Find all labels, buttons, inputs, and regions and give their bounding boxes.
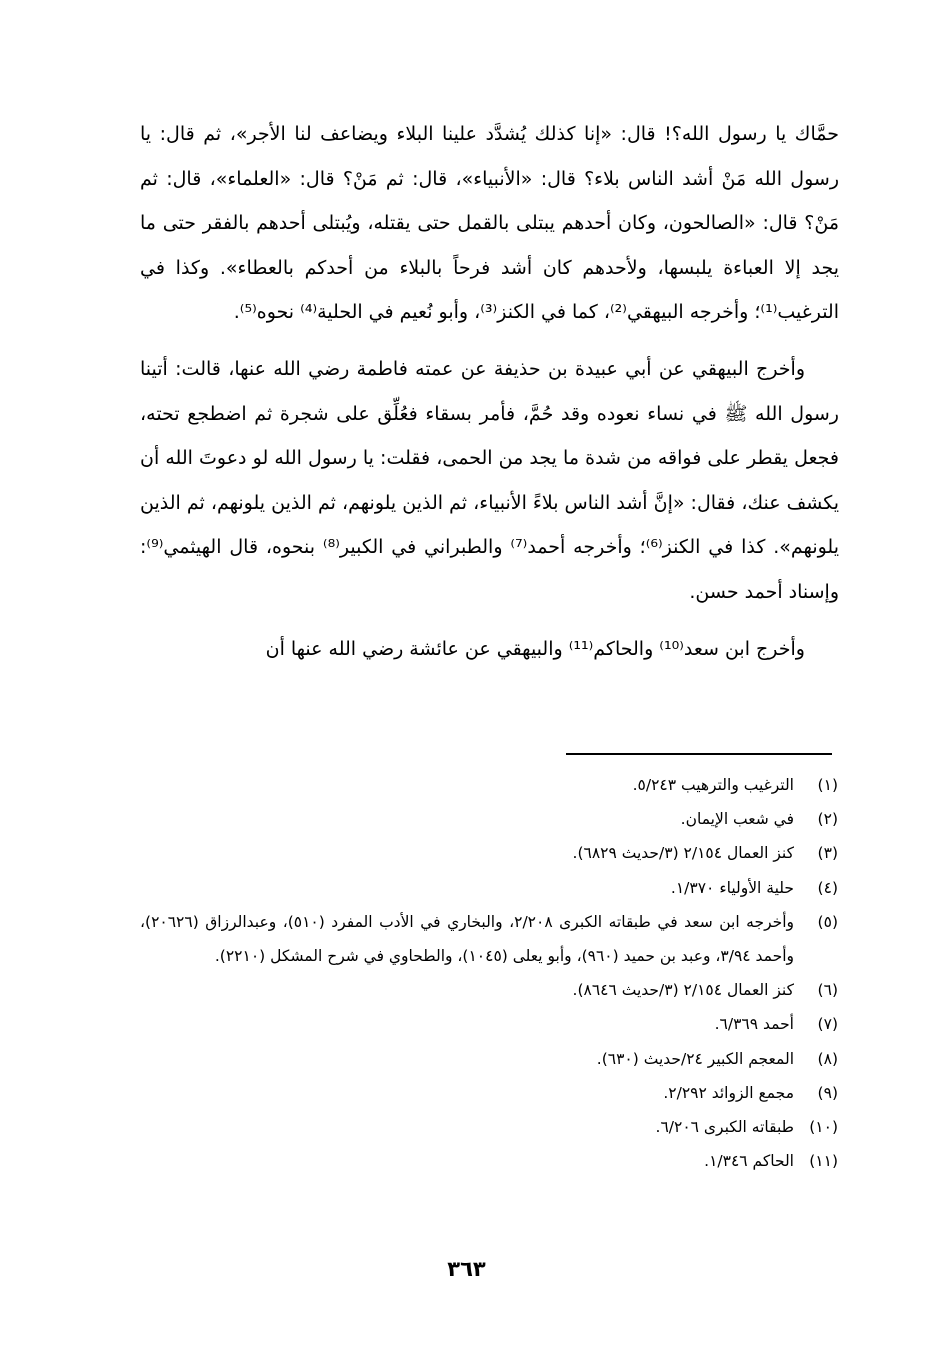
footnote-text: أحمد ٦/٣٦٩. (714, 1015, 794, 1034)
footnote-item (140, 1007, 838, 1041)
footnote-item (140, 802, 838, 836)
footnote-item (140, 768, 838, 802)
footnote-text: الحاكم ١/٣٤٦. (704, 1152, 794, 1171)
footnote-text: مجمع الزوائد ٢/٢٩٢. (663, 1083, 794, 1102)
footnote-number: (٦) (817, 981, 838, 1000)
footnote-number: (٧) (817, 1015, 838, 1034)
footnote-number: (٣) (817, 844, 838, 863)
footnote-number: (١١) (809, 1152, 838, 1171)
footnote-item (140, 1144, 838, 1178)
footnote-item (140, 1076, 838, 1110)
footnote-item (140, 871, 838, 905)
paragraph-3: وأخرج ابن سعد⁽¹⁰⁾ والحاكم⁽¹¹⁾ والبيهقي عن عائشة رضي الله عنها أن (265, 637, 805, 660)
footnote-text: كنز العمال ٢/١٥٤ (٣/حديث ٦٨٢٩). (572, 844, 794, 863)
footnote-number: (٨) (817, 1049, 838, 1068)
footnote-text: المعجم الكبير ٢٤/حديث (٦٣٠). (596, 1049, 794, 1068)
footnote-item (140, 905, 838, 973)
footnote-item (140, 973, 838, 1007)
paragraph-1: حمَّاك يا رسول الله؟! قال: «إنا كذلك يُشدَّد علينا البلاء ويضاعف لنا الأجر»، ثم قال: يا رسول الله مَنْ أشد الناس بلاء؟ قال: «الأنبياء»، قال: ثم مَنْ؟ قال: «العلماء»، قال: ثم مَنْ؟ قال: «الصالحون، وكان أحدهم يبتلى بالقمل حتى يقتله، ويُبتلى أحدهم بالفقر حتى ما يجد إلا العباءة يلبسها، ولأحدهم كان أشد فرحاً بالبلاء من أحدكم بالعطاء». وكذا في الترغيب⁽¹⁾؛ وأخرجه البيهقي⁽²⁾، كما في الكنز⁽³⁾، وأبو نُعيم في الحلية⁽⁴⁾ نحوه⁽⁵⁾. (140, 123, 839, 324)
footnote-item (140, 1042, 838, 1076)
footnotes-list (140, 768, 838, 1178)
footnote-text: طبقاته الكبرى ٦/٢٠٦. (655, 1118, 794, 1137)
footnote-item (140, 1110, 838, 1144)
footnote-item (140, 836, 838, 870)
footnote-number: (١٠) (809, 1118, 838, 1137)
footnote-text: وأخرجه ابن سعد في طبقاته الكبرى ٢/٢٠٨، والبخاري في الأدب المفرد (٥١٠)، وعبدالرزاق (٢٠٦٢٦)، وأحمد ٣/٩٤، وعبد بن حميد (٩٦٠)، وأبو يعلى (١٠٤٥)، والطحاوي في شرح المشكل (٢٢١٠). (140, 912, 794, 966)
footnote-divider (566, 753, 832, 755)
footnote-text: كنز العمال ٢/١٥٤ (٣/حديث ٨٦٤٦). (572, 981, 794, 1000)
footnote-number: (٩) (817, 1083, 838, 1102)
footnote-number: (١) (817, 776, 838, 794)
page-number: ٣٦٣ (447, 1257, 486, 1281)
footnote-number: (٤) (817, 878, 838, 897)
main-text-body (140, 112, 839, 671)
footnote-number: (٥) (817, 912, 838, 931)
footnote-text: الترغيب والترهيب ٥/٢٤٣. (632, 776, 794, 794)
footnote-number: (٢) (817, 810, 838, 829)
footnote-text: حلية الأولياء ١/٣٧٠. (670, 878, 794, 897)
paragraph-2: وأخرج البيهقي عن أبي عبيدة بن حذيفة عن عمته فاطمة رضي الله عنها، قالت: أتينا رسول الله ﷺ في نساء نعوده وقد حُمَّ، فأمر بسقاء فعُلِّق على شجرة ثم اضطجع تحته، فجعل يقطر على فواقه من شدة ما يجد من الحمى، فقلت: يا رسول الله لو دعوتَ الله أن يكشف عنك، فقال: «إنَّ أشد الناس بلاءً الأنبياء، ثم الذين يلونهم، ثم الذين يلونهم، ثم الذين يلونهم». كذا في الكنز⁽⁶⁾؛ وأخرجه أحمد⁽⁷⁾ والطبراني في الكبير⁽⁸⁾ بنحوه، قال الهيثمي⁽⁹⁾: وإسناد أحمد حسن. (140, 357, 839, 603)
footnote-text: في شعب الإيمان. (680, 810, 794, 829)
